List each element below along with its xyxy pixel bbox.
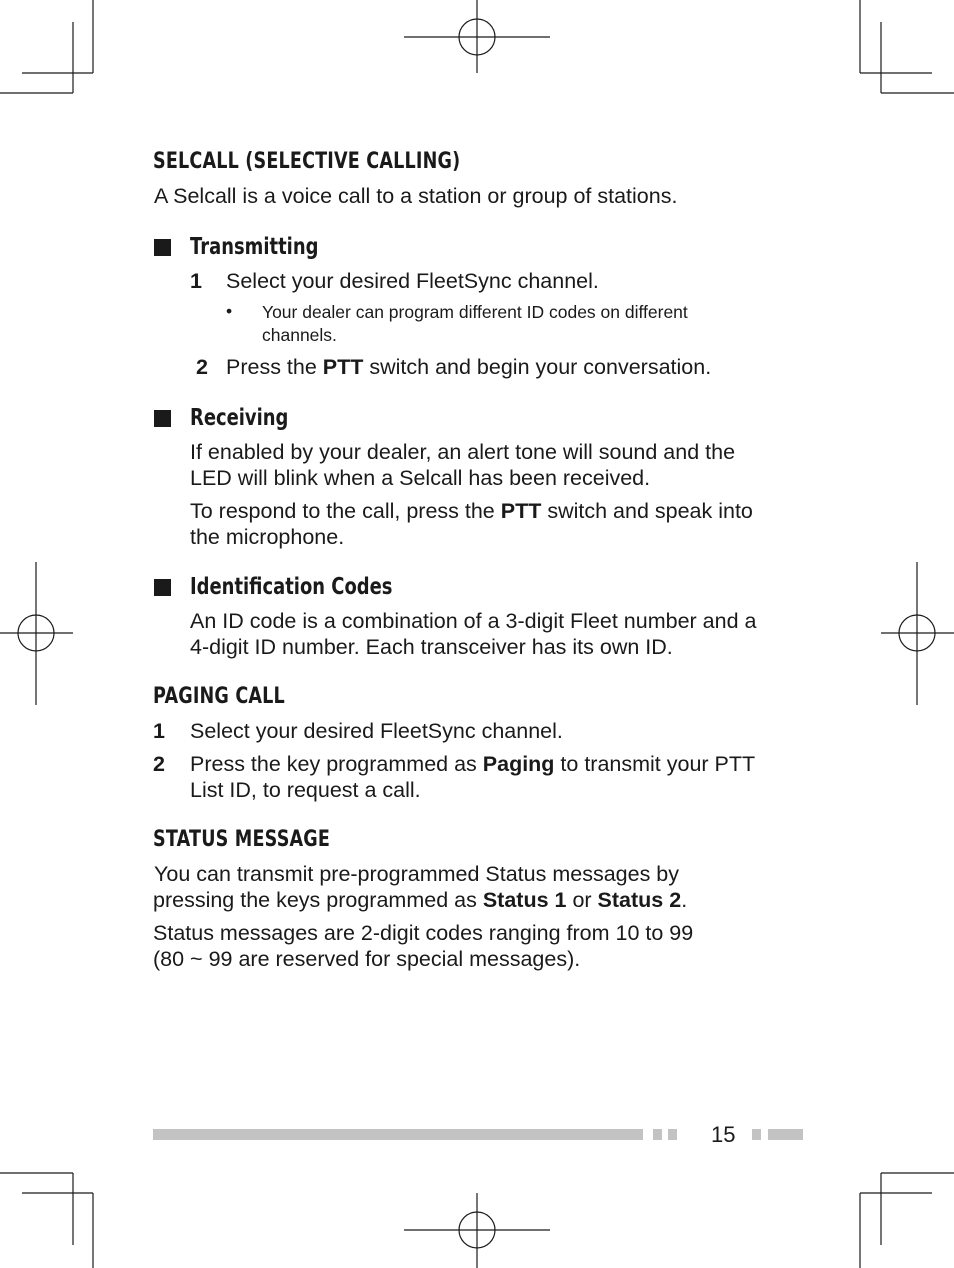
- square-bullet-icon: [154, 579, 171, 596]
- step-number: 2: [153, 752, 165, 776]
- paragraph-line: Status messages are 2-digit codes ranging from 10 to 99: [153, 921, 694, 945]
- step-text: Select your desired FleetSync channel.: [190, 719, 563, 743]
- note-line: Your dealer can program different ID codes on different: [262, 302, 688, 322]
- footer-bar-segment: [653, 1129, 662, 1140]
- step-number: 1: [190, 269, 202, 293]
- step-text: Press the PTT switch and begin your conversation.: [226, 355, 712, 379]
- paragraph-line: If enabled by your dealer, an alert tone will sound and the: [190, 440, 736, 464]
- square-bullet-icon: [154, 239, 171, 256]
- receiving-heading: Receiving: [190, 405, 289, 431]
- square-bullet-icon: [154, 410, 171, 427]
- note-line: channels.: [262, 325, 337, 345]
- paragraph-line: To respond to the call, press the PTT switch and speak into: [190, 499, 753, 523]
- footer-bar-segment: [752, 1129, 761, 1140]
- page-number: 15: [711, 1122, 736, 1147]
- selcall-heading: SELCALL (SELECTIVE CALLING): [153, 149, 461, 174]
- paragraph-line: An ID code is a combination of a 3-digit Fleet number and a: [190, 609, 757, 633]
- step-text: Select your desired FleetSync channel.: [226, 269, 599, 293]
- identification-heading: Identification Codes: [190, 574, 393, 600]
- selcall-intro: A Selcall is a voice call to a station or group of stations.: [154, 184, 678, 208]
- paragraph-line: LED will blink when a Selcall has been received.: [190, 466, 651, 490]
- paragraph-line: You can transmit pre-programmed Status messages by: [154, 862, 680, 886]
- footer-bar-segment: [668, 1129, 677, 1140]
- step-text: Press the key programmed as Paging to transmit your PTT: [190, 752, 756, 776]
- step-number: 2: [196, 355, 208, 379]
- transmitting-heading: Transmitting: [190, 234, 319, 260]
- paragraph-line: pressing the keys programmed as Status 1 or Status 2.: [153, 888, 688, 912]
- step-number: 1: [153, 719, 165, 743]
- paragraph-line: the microphone.: [190, 525, 345, 549]
- footer-bar: [768, 1129, 803, 1140]
- footer-bar: [153, 1129, 643, 1140]
- status-heading: STATUS MESSAGE: [153, 827, 331, 852]
- paragraph-line: (80 ~ 99 are reserved for special messages).: [153, 947, 581, 971]
- step-text: List ID, to request a call.: [190, 778, 421, 802]
- note-bullet: •: [226, 301, 233, 321]
- paragraph-line: 4-digit ID number. Each transceiver has its own ID.: [190, 635, 673, 659]
- paging-heading: PAGING CALL: [153, 684, 285, 709]
